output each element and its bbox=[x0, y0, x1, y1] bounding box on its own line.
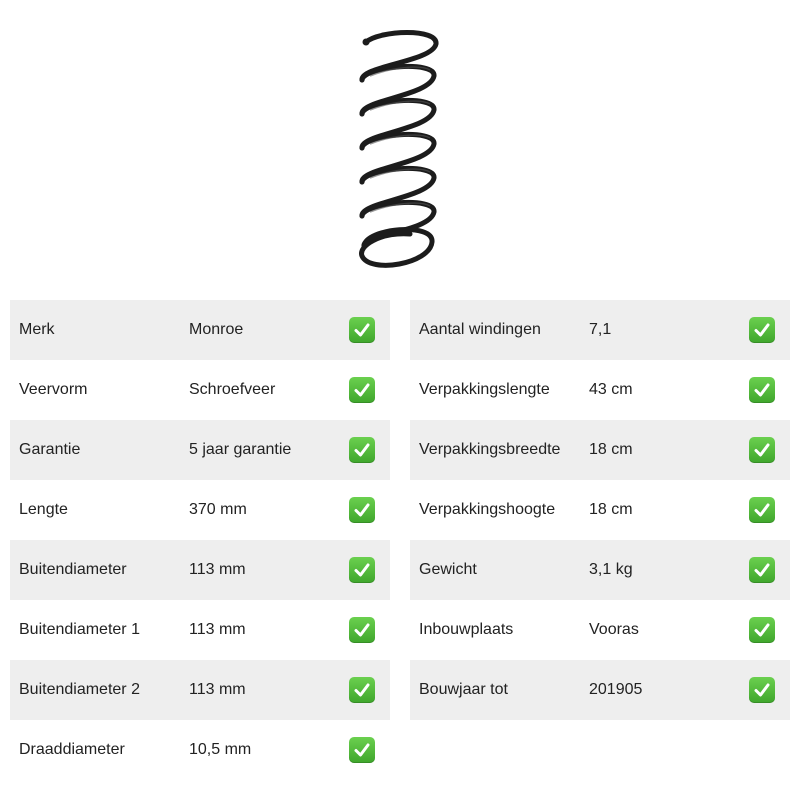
check-icon bbox=[749, 557, 775, 583]
check-icon bbox=[349, 317, 375, 343]
spec-value: Schroefveer bbox=[189, 381, 276, 398]
spec-row bbox=[10, 300, 390, 360]
spec-row bbox=[410, 480, 790, 540]
spec-row bbox=[410, 660, 790, 720]
coil-spring-icon bbox=[340, 20, 460, 280]
spec-label: Buitendiameter 2 bbox=[19, 681, 140, 698]
spec-row bbox=[10, 660, 390, 720]
spec-value: Vooras bbox=[589, 621, 639, 638]
spec-value: 113 mm bbox=[189, 621, 246, 638]
spec-row bbox=[10, 480, 390, 540]
spec-value: 201905 bbox=[589, 681, 643, 698]
check-icon bbox=[749, 437, 775, 463]
check-icon bbox=[349, 437, 375, 463]
spec-value: 370 mm bbox=[189, 501, 247, 518]
spec-value: Monroe bbox=[189, 321, 244, 338]
spec-label: Verpakkingsbreedte bbox=[419, 441, 561, 458]
spec-row bbox=[410, 420, 790, 480]
spec-row bbox=[10, 420, 390, 480]
spec-value: 10,5 mm bbox=[189, 741, 252, 758]
spec-row bbox=[10, 600, 390, 660]
spec-label: Buitendiameter 1 bbox=[19, 621, 140, 638]
spec-table-right bbox=[410, 300, 790, 720]
spec-value: 113 mm bbox=[189, 681, 246, 698]
spec-label: Draaddiameter bbox=[19, 741, 125, 758]
check-icon bbox=[349, 617, 375, 643]
spec-value: 43 cm bbox=[589, 381, 633, 398]
spec-label: Garantie bbox=[19, 441, 81, 458]
spec-value: 18 cm bbox=[589, 501, 633, 518]
spec-label: Merk bbox=[19, 321, 55, 338]
spec-value: 5 jaar garantie bbox=[189, 441, 292, 458]
spec-value: 18 cm bbox=[589, 441, 633, 458]
check-icon bbox=[349, 377, 375, 403]
check-icon bbox=[749, 317, 775, 343]
check-icon bbox=[349, 677, 375, 703]
spec-table-left bbox=[10, 300, 390, 780]
check-icon bbox=[349, 497, 375, 523]
check-icon bbox=[349, 557, 375, 583]
spec-value: 113 mm bbox=[189, 561, 246, 578]
spec-row bbox=[410, 360, 790, 420]
spec-value: 3,1 kg bbox=[589, 561, 633, 578]
spec-label: Aantal windingen bbox=[419, 321, 541, 338]
spec-label: Inbouwplaats bbox=[419, 621, 514, 638]
spec-row bbox=[10, 360, 390, 420]
spec-label: Verpakkingshoogte bbox=[419, 501, 556, 518]
check-icon bbox=[749, 497, 775, 523]
spec-label: Gewicht bbox=[419, 561, 477, 578]
check-icon bbox=[749, 617, 775, 643]
spec-row bbox=[410, 300, 790, 360]
spec-label: Buitendiameter bbox=[19, 561, 127, 578]
spec-label: Verpakkingslengte bbox=[419, 381, 550, 398]
spec-label: Lengte bbox=[19, 501, 68, 518]
spec-label: Bouwjaar tot bbox=[419, 681, 508, 698]
spec-row bbox=[10, 720, 390, 780]
product-image-coil-spring bbox=[340, 20, 460, 280]
spec-label: Veervorm bbox=[19, 381, 88, 398]
spec-value: 7,1 bbox=[589, 321, 612, 338]
check-icon bbox=[349, 737, 375, 763]
spec-row bbox=[410, 540, 790, 600]
spec-row bbox=[10, 540, 390, 600]
spec-row bbox=[410, 600, 790, 660]
check-icon bbox=[749, 377, 775, 403]
check-icon bbox=[749, 677, 775, 703]
